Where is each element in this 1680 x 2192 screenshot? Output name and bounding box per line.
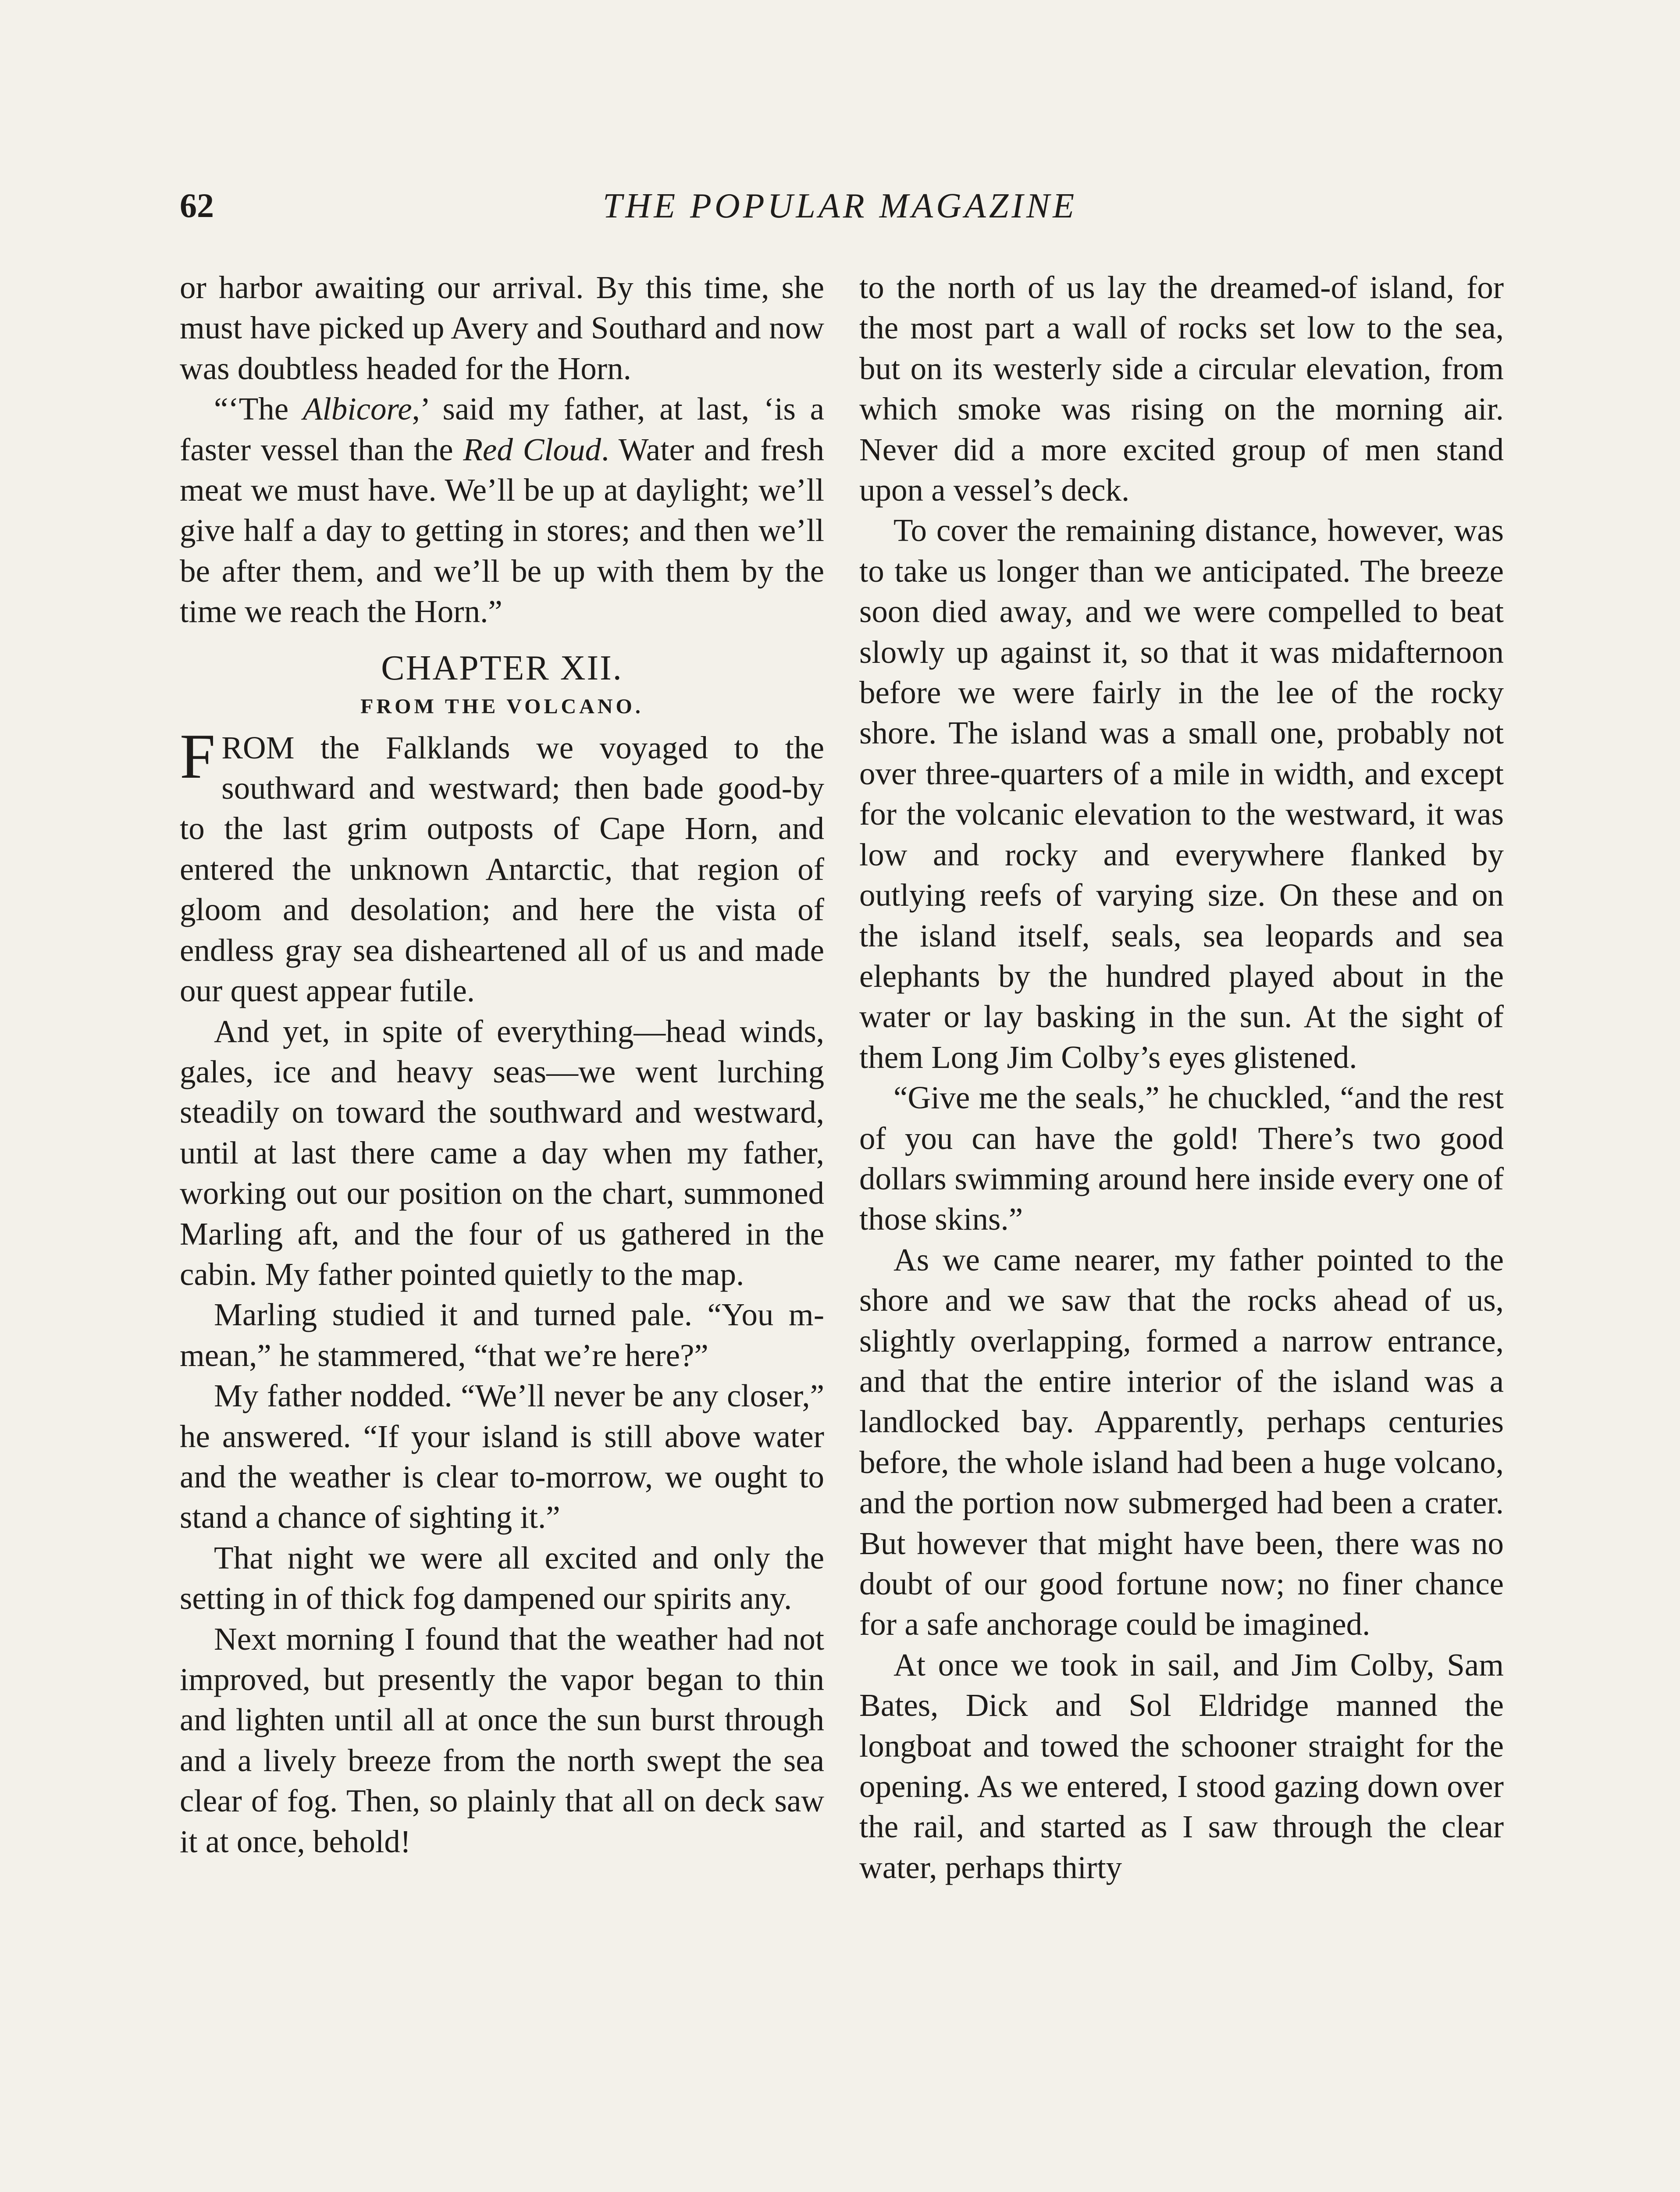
right-column <box>859 267 1504 1888</box>
paragraph: As we came nearer, my father pointed to the shore and we saw that the rocks ahead of us, slightly overlapping, formed a narrow entrance, and that the entire interior of the island was a landlocked bay. Apparently, perhaps centuries before, the whole island had been a huge volcano, and the portion now submerged had been a crater. But however that might have been, there was no doubt of our good fortune now; no finer chance for a safe anchorage could be imagined. <box>859 1242 1504 1642</box>
paragraph: to the north of us lay the dreamed-of island, for the most part a wall of rocks set low to the sea, but on its westerly side a circular elevation, from which smoke was rising on the morning air. Never did a more excited group of men stand upon a vessel’s deck. <box>859 270 1504 508</box>
paragraph: Marling studied it and turned pale. “You m-mean,” he stammered, “that we’re here?” <box>180 1297 824 1373</box>
chapter-subtitle: FROM THE VOLCANO. <box>360 694 644 718</box>
paragraph: My father nodded. “We’ll never be any closer,” he answered. “If your island is still above water and the weather is clear to-morrow, we ought to stand a chance of sighting it.” <box>180 1378 824 1535</box>
left-column <box>180 267 824 1862</box>
paragraph: And yet, in spite of everything—head winds, gales, ice and heavy seas—we went lurching steadily on toward the southward and westward, until at last there came a day when my father, working out our position on the chart, summoned Marling aft, and the four of us gathered in the cabin. My father pointed quietly to the map. <box>180 1013 824 1292</box>
paragraph: “Give me the seals,” he chuckled, “and the rest of you can have the gold! There’s two good dollars swimming around here inside every one of those skins.” <box>859 1080 1504 1237</box>
chapter-title: CHAPTER XII. <box>381 648 623 687</box>
paragraph <box>180 389 824 632</box>
ship-name: Red Cloud <box>463 431 602 467</box>
paragraph: At once we took in sail, and Jim Colby, Sam Bates, Dick and Sol Eldridge manned the longboat and towed the schooner straight for the opening. As we entered, I stood gazing down over the rail, and started as I saw through the clear water, perhaps thirty <box>859 1647 1504 1885</box>
paragraph: That night we were all excited and only the setting in of thick fog dampened our spirits any. <box>180 1540 824 1616</box>
drop-cap: F <box>180 720 216 792</box>
text-run: “‘The <box>214 391 303 427</box>
paragraph: Next morning I found that the weather had not improved, but presently the vapor began to thin and lighten until all at once the sun burst through and a lively breeze from the north swept the sea clear of fog. Then, so plainly that all on deck saw it at once, behold! <box>180 1621 824 1859</box>
text-run: . Water and fresh meat we must have. We’ll be up at daylight; we’ll give half a day to getting in stores; and then we’ll be after them, and we’ll be up with them by the time we reach the Horn.” <box>180 431 824 630</box>
text-run: ,’ said my father, at last, ‘is a faster vessel than the <box>180 391 824 467</box>
ship-name: Albicore <box>303 391 412 427</box>
text-run: ROM the Falklands we voyaged to the southward and westward; then bade good-by to the last grim outposts of Cape Horn, and entered the unknown Antarctic, that region of gloom and desolation; and here the vista of endless gray sea disheartened all of us and made our quest appear futile. <box>180 729 824 1009</box>
page-number: 62 <box>180 186 214 224</box>
paragraph <box>180 720 824 1011</box>
running-head: THE POPULAR MAGAZINE <box>602 187 1078 225</box>
paragraph: To cover the remaining distance, however, was to take us longer than we anticipated. The breeze soon died away, and we were compelled to beat slowly up against it, so that it was midafternoon before we were fairly in the lee of the rocky shore. The island was a small one, probably not over three-quarters of a mile in width, and except for the volcanic elevation to the westward, it was low and rocky and everywhere flanked by outlying reefs of varying size. On these and on the island itself, seals, sea leopards and sea elephants by the hundred played about in the water or lay basking in the sun. At the sight of them Long Jim Colby’s eyes glistened. <box>859 512 1504 1075</box>
paragraph: or harbor awaiting our arrival. By this time, she must have picked up Avery and Southard and now was doubtless headed for the Horn. <box>180 270 824 386</box>
